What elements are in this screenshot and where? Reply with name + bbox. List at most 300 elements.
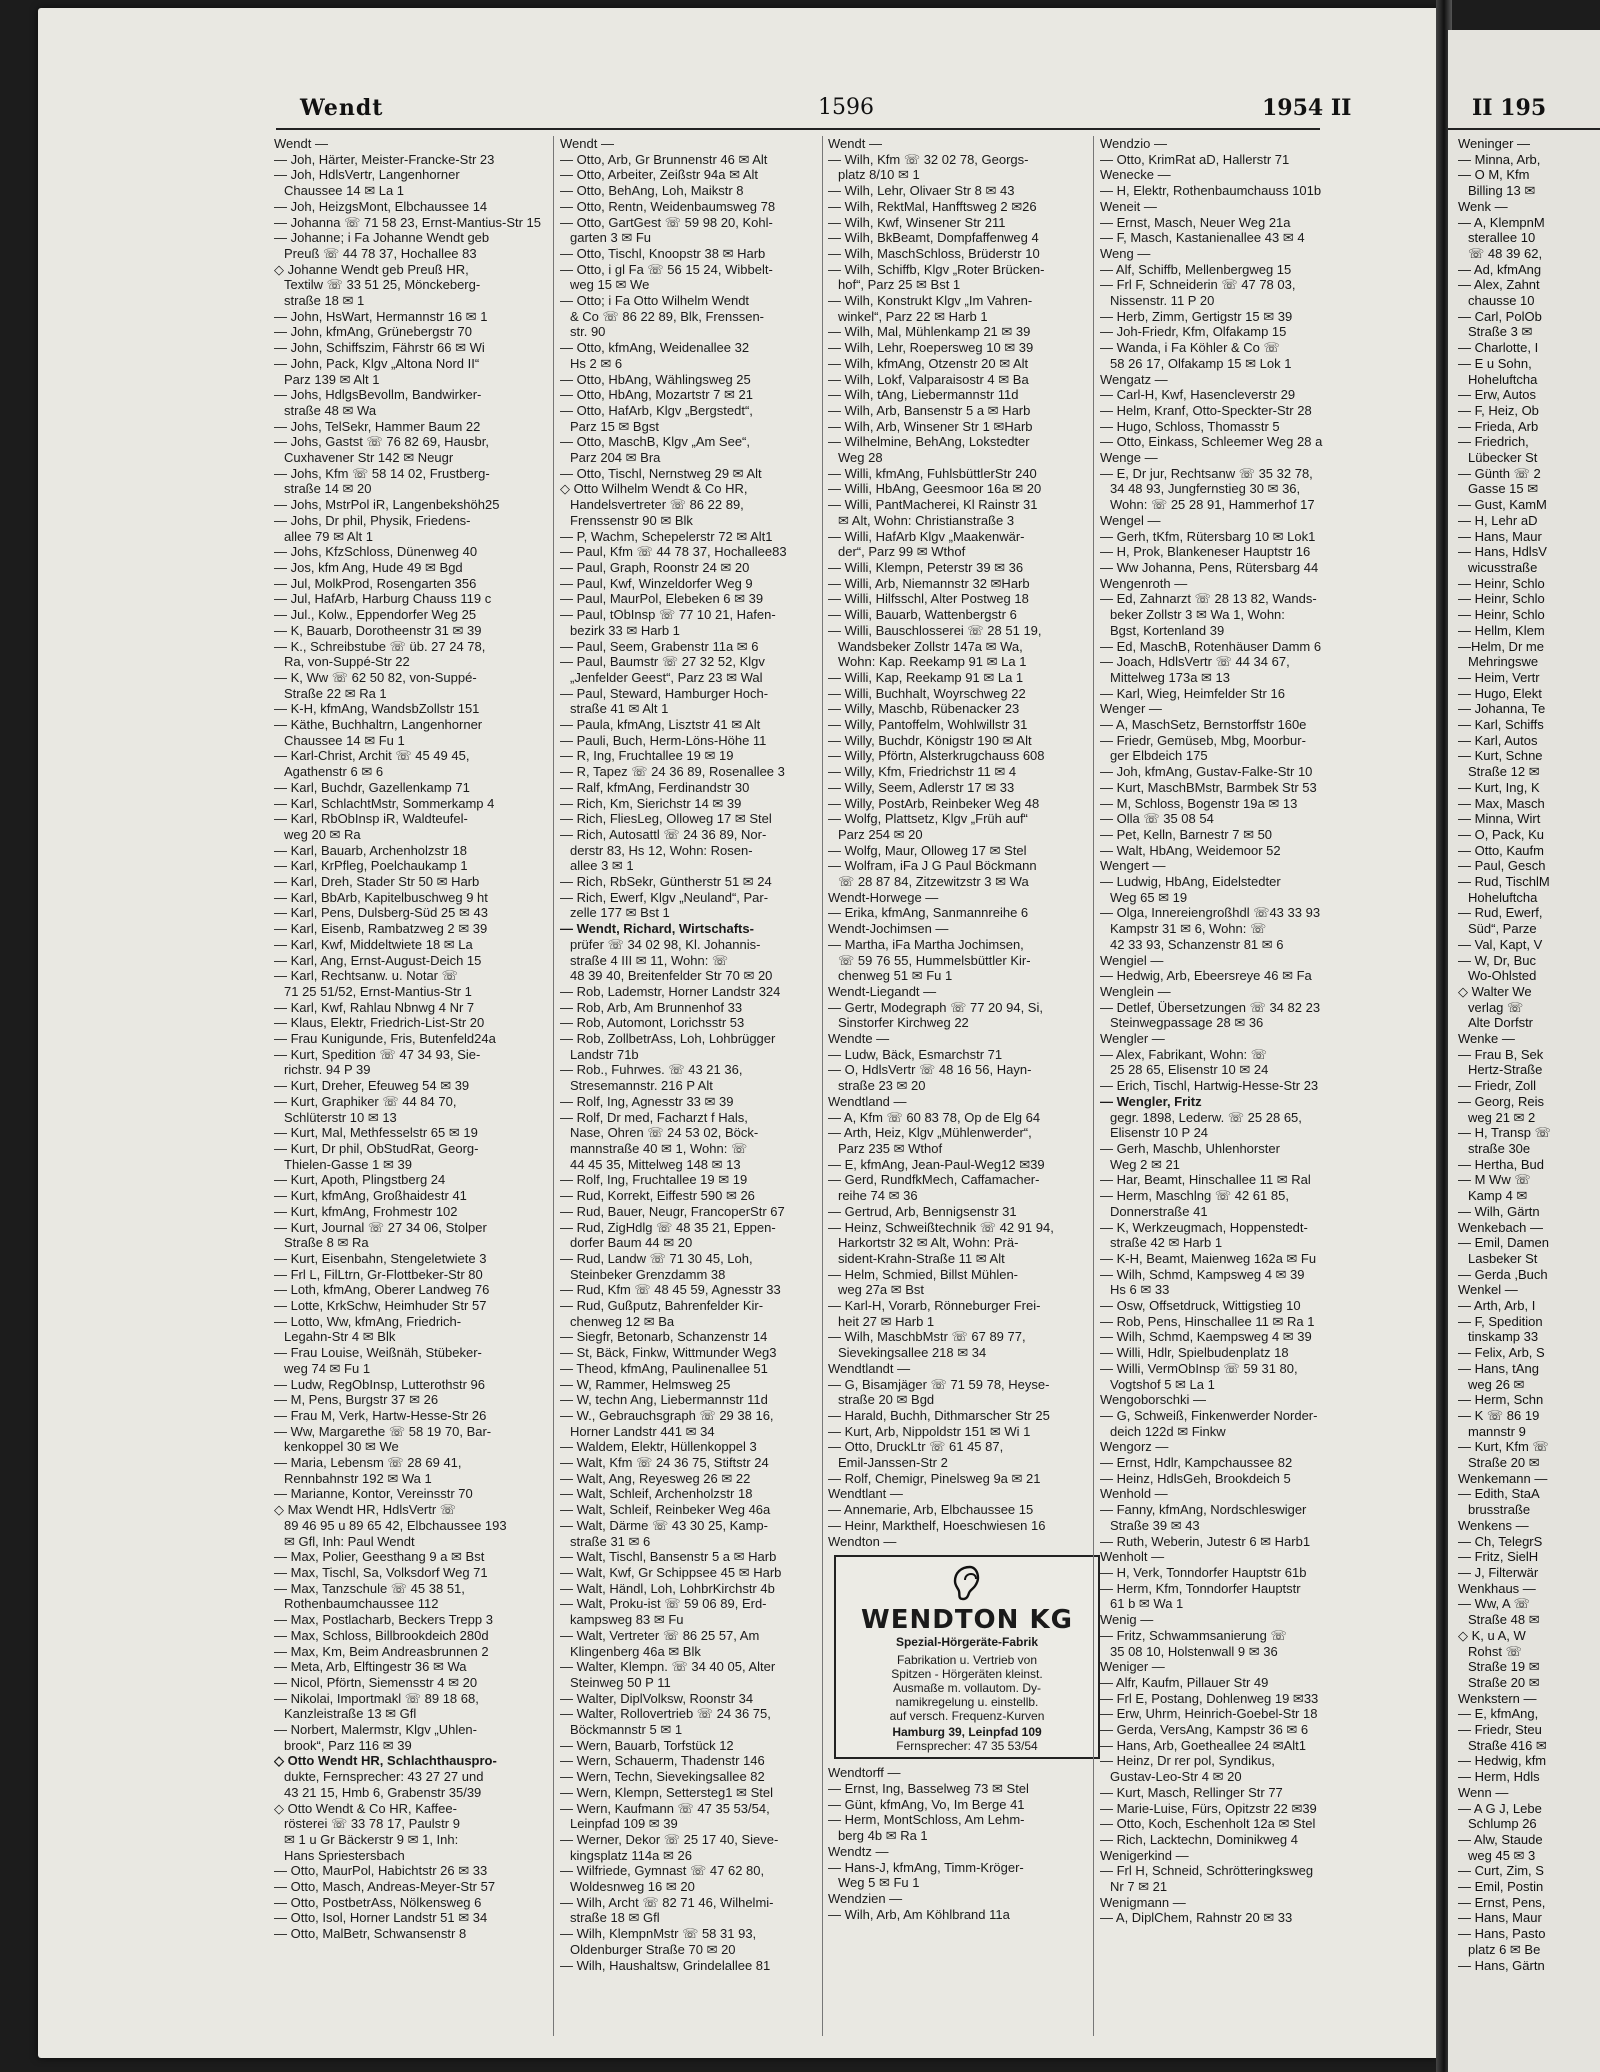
directory-entry: — Willy, Pförtn, Alsterkrugchauss 608 xyxy=(828,748,1045,764)
directory-entry: Stresemannstr. 216 P Alt xyxy=(570,1078,713,1094)
directory-entry: — Wendt, Richard, Wirtschafts- xyxy=(560,921,754,937)
next-page-entry: — Kurt, Ing, K xyxy=(1458,779,1540,795)
directory-entry: — Wilh, Kwf, Winsener Str 211 xyxy=(828,214,1006,230)
directory-entry: — Max, Km, Beim Andreasbrunnen 2 xyxy=(274,1643,489,1659)
directory-entry: — Karl, RbObInsp iR, Waldteufel- xyxy=(274,811,468,827)
directory-entry: straße 14 ✉ 20 xyxy=(284,481,372,497)
surname-heading: Wendtz — xyxy=(828,1843,889,1859)
directory-entry: Weg 2 ✉ 21 xyxy=(1110,1156,1180,1172)
directory-entry: — Gerda, VersAng, Kampstr 36 ✉ 6 xyxy=(1100,1722,1309,1738)
next-page-entry: — Hertha, Bud xyxy=(1458,1156,1544,1172)
next-page-entry: Süd“, Parze xyxy=(1468,921,1537,937)
directory-entry: — Karl, Buchdr, Gazellenkamp 71 xyxy=(274,779,470,795)
next-page-entry: — O, Pack, Ku xyxy=(1458,826,1544,842)
directory-entry: — Willy, Pantoffelm, Wohlwillstr 31 xyxy=(828,717,1028,733)
directory-entry: — H, Elektr, Rothenbaumchauss 101b xyxy=(1100,183,1322,199)
next-page-entry: — Paul, Gesch xyxy=(1458,858,1546,874)
directory-entry: sident-Krahn-Straße 11 ✉ Alt xyxy=(838,1250,1005,1266)
directory-entry: Oldenburger Straße 70 ✉ 20 xyxy=(570,1941,736,1957)
next-page-entry: — Friedr, Steu xyxy=(1458,1722,1542,1738)
directory-entry: — Maria, Lebensm ☏ 28 69 41, xyxy=(274,1455,462,1471)
directory-entry: — Willy, Seem, Adlerstr 17 ✉ 33 xyxy=(828,779,1015,795)
surname-heading: Wendton — xyxy=(828,1533,897,1549)
directory-entry: — Jul, HafArb, Harburg Chauss 119 c xyxy=(274,591,492,607)
directory-entry: straße 23 ✉ 20 xyxy=(838,1078,926,1094)
surname-heading: Wendt-Liegandt — xyxy=(828,983,937,999)
directory-entry: — Walt, Proku-ist ☏ 59 06 89, Erd- xyxy=(560,1596,767,1612)
next-page-entry: — Heinr, Schlo xyxy=(1458,607,1545,623)
directory-entry: Wohn: Kap. Reekamp 91 ✉ La 1 xyxy=(838,654,1027,670)
directory-entry: — Wilh, Arb, Winsener Str 1 ✉Harb xyxy=(828,418,1033,434)
surname-heading: Wengert — xyxy=(1100,858,1166,874)
directory-entry: — Günt, kfmAng, Vo, Im Berge 41 xyxy=(828,1796,1025,1812)
directory-entry: — Ww Johanna, Pens, Rütersbarg 44 xyxy=(1100,559,1319,575)
directory-entry: — Wolfg, Maur, Olloweg 17 ✉ Stel xyxy=(828,842,1027,858)
directory-entry: Kampstr 31 ✉ 6, Wohn: ☏ xyxy=(1110,921,1267,937)
directory-entry: Rennbahnstr 192 ✉ Wa 1 xyxy=(284,1470,432,1486)
directory-entry: — Rud, Korrekt, Eiffestr 590 ✉ 26 xyxy=(560,1188,755,1204)
directory-entry: — Har, Beamt, Hinschallee 11 ✉ Ral xyxy=(1100,1172,1311,1188)
directory-entry: Legahn-Str 4 ✉ Blk xyxy=(284,1329,396,1345)
directory-entry: ◇ Otto Wendt HR, Schlachthauspro- xyxy=(274,1753,497,1769)
directory-entry: — Ed, Zahnarzt ☏ 28 13 82, Wands- xyxy=(1100,591,1317,607)
directory-entry: — Otto, DruckLtr ☏ 61 45 87, xyxy=(828,1439,1004,1455)
directory-entry: garten 3 ✉ Fu xyxy=(570,230,651,246)
directory-entry: Hs 6 ✉ 33 xyxy=(1110,1282,1170,1298)
directory-entry: Wohn: ☏ 25 28 91, Hammerhof 17 xyxy=(1110,497,1315,513)
directory-entry: — Otto, Arbeiter, Zeißstr 94a ✉ Alt xyxy=(560,167,759,183)
next-page-entry: — Friedrich, xyxy=(1458,434,1529,450)
directory-entry: — Ernst, Hdlr, Kampchaussee 82 xyxy=(1100,1455,1293,1471)
directory-entry: Mittelweg 173a ✉ 13 xyxy=(1110,669,1231,685)
directory-entry: weg 74 ✉ Fu 1 xyxy=(284,1360,371,1376)
directory-entry: — Waldem, Elektr, Hüllenkoppel 3 xyxy=(560,1439,757,1455)
directory-entry: — Wolfram, iFa J G Paul Böckmann xyxy=(828,858,1037,874)
directory-entry: weg 20 ✉ Ra xyxy=(284,826,361,842)
directory-entry: — Otto, MalBetr, Schwansenstr 8 xyxy=(274,1926,467,1942)
surname-heading: Wenigmann — xyxy=(1100,1894,1186,1910)
directory-entry: — Frl F, Schneiderin ☏ 47 78 03, xyxy=(1100,277,1296,293)
directory-entry: — Ernst, Ing, Basselweg 73 ✉ Stel xyxy=(828,1780,1029,1796)
directory-entry: — Willi, HbAng, Geesmoor 16a ✉ 20 xyxy=(828,481,1042,497)
directory-entry: — A, DiplChem, Rahnstr 20 ✉ 33 xyxy=(1100,1910,1293,1926)
directory-entry: — Johs, TelSekr, Hammer Baum 22 xyxy=(274,418,481,434)
directory-entry: — W, Rammer, Helmsweg 25 xyxy=(560,1376,731,1392)
directory-entry: ger Elbdeich 175 xyxy=(1110,748,1208,764)
next-page-entry: Schlump 26 xyxy=(1468,1816,1537,1832)
directory-entry: — Wolfg, Plattsetz, Klgv „Früh auf“ xyxy=(828,811,1028,827)
directory-entry: Thielen-Gasse 1 ✉ 39 xyxy=(284,1156,412,1172)
surname-heading: Wengler — xyxy=(1100,1031,1165,1047)
directory-entry: — Rich, RbSekr, Güntherstr 51 ✉ 24 xyxy=(560,874,772,890)
ad-address: Hamburg 39, Leinpfad 109 xyxy=(892,1725,1042,1740)
directory-entry: — Rud, Kfm ☏ 48 45 59, Agnesstr 33 xyxy=(560,1282,781,1298)
next-page-entry: Weninger — xyxy=(1458,136,1531,151)
ad-text-line: auf versch. Frequenz-Kurven xyxy=(889,1709,1045,1724)
next-page-entry: — Ernst, Pens, xyxy=(1458,1894,1546,1910)
directory-column-1 xyxy=(274,136,552,2036)
directory-entry: — Otto, MaurPol, Habichtstr 26 ✉ 33 xyxy=(274,1863,488,1879)
directory-entry: — Gertrud, Arb, Bennigsenstr 31 xyxy=(828,1203,1017,1219)
surname-heading: Wendtland — xyxy=(828,1093,907,1109)
directory-entry: — Max, Tischl, Sa, Volksdorf Weg 71 xyxy=(274,1564,488,1580)
directory-entry: — Otto, kfmAng, Weidenallee 32 xyxy=(560,340,750,356)
directory-entry: Handelsvertreter ☏ 86 22 89, xyxy=(570,497,744,513)
directory-entry: Parz 139 ✉ Alt 1 xyxy=(284,371,380,387)
directory-entry: — Olla ☏ 35 08 54 xyxy=(1100,811,1214,827)
directory-entry: — Walt, Vertreter ☏ 86 25 57, Am xyxy=(560,1627,760,1643)
directory-entry: — Wilh, tAng, Liebermannstr 11d xyxy=(828,387,1019,403)
surname-heading: Wenigerkind — xyxy=(1100,1847,1189,1863)
surname-heading: Wenholt — xyxy=(1100,1549,1165,1565)
directory-entry: brook“, Parz 116 ✉ 39 xyxy=(284,1737,412,1753)
next-page-entry: Hoheluftcha xyxy=(1468,889,1538,905)
directory-entry: — P, Wachm, Schepelerstr 72 ✉ Alt1 xyxy=(560,528,773,544)
directory-entry: — A, MaschSetz, Bernstorffstr 160e xyxy=(1100,717,1307,733)
ad-text-line: Spitzen - Hörgeräten kleinst. xyxy=(891,1667,1043,1682)
directory-entry: — Erw, Uhrm, Heinrich-Goebel-Str 18 xyxy=(1100,1706,1318,1722)
directory-entry: — Johs, MstrPol iR, Langenbekshöh25 xyxy=(274,497,500,513)
directory-entry: — Willi, PantMacherei, Kl Rainstr 31 xyxy=(828,497,1038,513)
directory-entry: chenweg 51 ✉ Fu 1 xyxy=(838,968,953,984)
directory-entry: — Rob, Pens, Hinschallee 11 ✉ Ra 1 xyxy=(1100,1313,1315,1329)
directory-entry: Parz 204 ✉ Bra xyxy=(570,450,661,466)
surname-heading: Wendt-Jochimsen — xyxy=(828,921,949,937)
surname-heading: Wengorz — xyxy=(1100,1439,1169,1455)
directory-entry: — Heinr, Markthelf, Hoeschwiesen 16 xyxy=(828,1517,1046,1533)
directory-entry: — Wilh, MaschbMstr ☏ 67 89 77, xyxy=(828,1329,1026,1345)
directory-entry: Woldesnweg 16 ✉ 20 xyxy=(570,1879,695,1895)
next-page-entry: Gasse 15 ✉ xyxy=(1468,481,1539,497)
directory-entry: — Karl, Pens, Dulsberg-Süd 25 ✉ 43 xyxy=(274,905,488,921)
ad-phone: Fernsprecher: 47 35 53/54 xyxy=(896,1739,1038,1754)
next-page-entry: — Arth, Arb, I xyxy=(1458,1298,1536,1314)
directory-entry: — Kurt, Masch, Rellinger Str 77 xyxy=(1100,1784,1283,1800)
next-page-entry: — O M, Kfm xyxy=(1458,167,1530,183)
next-page-entry: — Charlotte, I xyxy=(1458,340,1539,356)
next-page-entry: ◇ K, u A, W xyxy=(1458,1627,1526,1643)
directory-entry: — Klaus, Elektr, Friedrich-List-Str 20 xyxy=(274,1015,485,1031)
directory-entry: 35 08 10, Holstenwall 9 ✉ 36 xyxy=(1110,1643,1278,1659)
directory-entry: — Kurt, Arb, Nippoldstr 151 ✉ Wi 1 xyxy=(828,1423,1031,1439)
directory-entry: Cuxhavener Str 142 ✉ Neugr xyxy=(284,450,454,466)
directory-entry: — Walter, Rollovertrieb ☏ 24 36 75, xyxy=(560,1706,771,1722)
next-page-entry: Hoheluftcha xyxy=(1468,371,1538,387)
next-page-entry: — Georg, Reis xyxy=(1458,1093,1544,1109)
directory-entry: — Rich, Km, Sierichstr 14 ✉ 39 xyxy=(560,795,742,811)
directory-entry: — Otto, Koch, Eschenholt 12a ✉ Stel xyxy=(1100,1816,1316,1832)
ear-logo-icon xyxy=(946,1563,988,1603)
directory-entry: — Martha, iFa Martha Jochimsen, xyxy=(828,936,1024,952)
directory-entry: — Johanna ☏ 71 58 23, Ernst-Mantius-Str 15 xyxy=(274,214,542,230)
directory-entry: — Marianne, Kontor, Vereinsstr 70 xyxy=(274,1486,473,1502)
surname-heading: Wengenroth — xyxy=(1100,575,1188,591)
next-page-entry: Wenkhaus — xyxy=(1458,1580,1536,1596)
next-page-entry: — A G J, Lebe xyxy=(1458,1800,1542,1816)
directory-entry: — Pet, Kelln, Barnestr 7 ✉ 50 xyxy=(1100,826,1273,842)
directory-entry: — John, Pack, Klgv „Altona Nord II“ xyxy=(274,355,480,371)
directory-entry: — Jos, kfm Ang, Hude 49 ✉ Bgd xyxy=(274,559,463,575)
directory-entry: — Wilh, Konstrukt Klgv „Im Vahren- xyxy=(828,293,1033,309)
directory-entry: — Gerh, Maschb, Uhlenhorster xyxy=(1100,1141,1280,1156)
directory-entry: Chaussee 14 ✉ Fu 1 xyxy=(284,732,405,748)
directory-entry: — Erika, kfmAng, Sanmannreihe 6 xyxy=(828,905,1029,921)
directory-entry: — K, Ww ☏ 62 50 82, von-Suppé- xyxy=(274,669,477,685)
next-page-entry: — Erw, Autos xyxy=(1458,387,1537,403)
directory-entry: 89 46 95 u 89 65 42, Elbchaussee 193 xyxy=(284,1517,507,1533)
next-page-entry: — Otto, Kaufm xyxy=(1458,842,1544,858)
next-page-entry: — J, Filterwär xyxy=(1458,1564,1539,1580)
directory-entry: — Karl, Rechtsanw. u. Notar ☏ xyxy=(274,968,458,984)
next-page-header: II 195 xyxy=(1472,95,1547,121)
directory-entry: — Otto, BehAng, Loh, Maikstr 8 xyxy=(560,183,744,199)
directory-entry: — Ralf, kfmAng, Ferdinandstr 30 xyxy=(560,779,750,795)
next-page-entry: — Emil, Postin xyxy=(1458,1879,1544,1895)
surname-heading: Wendt — xyxy=(560,136,614,151)
next-page-entry: Rohst ☏ xyxy=(1468,1643,1522,1659)
directory-entry: — Walt, Händl, Loh, LohbrKirchstr 4b xyxy=(560,1580,775,1596)
directory-entry: — Wilh, Arb, Am Köhlbrand 11a xyxy=(828,1906,1010,1922)
directory-entry: — Paul, Kfm ☏ 44 78 37, Hochallee83 xyxy=(560,544,787,560)
directory-entry: — Joh, Härter, Meister-Francke-Str 23 xyxy=(274,151,495,167)
directory-entry: — Wilh, Arb, Bansenstr 5 a ✉ Harb xyxy=(828,402,1031,418)
directory-entry: — Rolf, Ing, Agnesstr 33 ✉ 39 xyxy=(560,1093,734,1109)
directory-entry: — Meta, Arb, Elftingestr 36 ✉ Wa xyxy=(274,1659,467,1675)
surname-heading: Wendtlant — xyxy=(828,1486,903,1502)
directory-entry: — Olga, Innereiengroßhdl ☏43 33 93 xyxy=(1100,905,1321,921)
directory-entry: rösterei ☏ 33 78 17, Paulstr 9 xyxy=(284,1816,460,1832)
directory-entry: ◇ Otto Wendt & Co HR, Kaffee- xyxy=(274,1800,457,1816)
directory-entry: Parz 15 ✉ Bgst xyxy=(570,418,659,434)
directory-entry: Vogtshof 5 ✉ La 1 xyxy=(1110,1376,1215,1392)
directory-entry: — Ed, MaschB, Rotenhäuser Damm 6 xyxy=(1100,638,1322,654)
next-page-entry: platz 6 ✉ Be xyxy=(1468,1941,1541,1957)
next-page-entry: — E, kfmAng, xyxy=(1458,1706,1539,1722)
directory-entry: — Ernst, Masch, Neuer Weg 21a xyxy=(1100,214,1291,230)
directory-entry: Harkortstr 32 ✉ Alt, Wohn: Prä- xyxy=(838,1235,1019,1251)
directory-entry: richstr. 94 P 39 xyxy=(284,1062,371,1078)
next-page-entry: — A, KlempnM xyxy=(1458,214,1545,230)
directory-entry: weg 27a ✉ Bst xyxy=(838,1282,925,1298)
directory-entry: gegr. 1898, Lederw. ☏ 25 28 65, xyxy=(1110,1109,1302,1125)
directory-entry: — Herb, Zimm, Gertigstr 15 ✉ 39 xyxy=(1100,308,1293,324)
next-page-entry: —Helm, Dr me xyxy=(1458,638,1544,654)
directory-entry: Nr 7 ✉ 21 xyxy=(1110,1879,1168,1895)
next-page-entry: chausse 10 xyxy=(1468,293,1535,309)
ad-text-line: Fabrikation u. Vertrieb von xyxy=(896,1653,1038,1668)
directory-entry: 48 39 40, Breitenfelder Str 70 ✉ 20 xyxy=(570,968,773,984)
directory-entry: straße 18 ✉ 1 xyxy=(284,293,365,309)
directory-entry: chenweg 12 ✉ Ba xyxy=(570,1313,675,1329)
directory-entry: allee 79 ✉ Alt 1 xyxy=(284,528,373,544)
column-divider xyxy=(822,136,823,2036)
next-page-entry: Straße 20 ✉ xyxy=(1468,1674,1540,1690)
directory-entry: — Friedr, Gemüseb, Mbg, Moorbur- xyxy=(1100,732,1306,748)
directory-entry: — Hans, Arb, Goetheallee 24 ✉Alt1 xyxy=(1100,1737,1307,1753)
directory-entry: — Kurt, kfmAng, Großhaidestr 41 xyxy=(274,1188,467,1204)
directory-entry: — Willi, Bauarb, Wattenbergstr 6 xyxy=(828,607,1017,623)
directory-entry: — Johanne; i Fa Johanne Wendt geb xyxy=(274,230,490,246)
directory-entry: dorfer Baum 44 ✉ 20 xyxy=(570,1235,693,1251)
directory-entry: Parz 254 ✉ 20 xyxy=(838,826,923,842)
directory-entry: — Otto, Tischl, Knoopstr 38 ✉ Harb xyxy=(560,245,766,261)
directory-entry: allee 3 ✉ 1 xyxy=(570,858,634,874)
directory-entry: Steinweg 50 P 11 xyxy=(570,1674,671,1690)
directory-entry: — Willi, Hdlr, Spielbudenplatz 18 xyxy=(1100,1345,1289,1361)
directory-entry: — Joh, HeizgsMont, Elbchaussee 14 xyxy=(274,198,488,214)
ad-text-line: namikregelung u. einstellb. xyxy=(895,1695,1039,1710)
directory-entry: — Paul, MaurPol, Elebeken 6 ✉ 39 xyxy=(560,591,764,607)
next-page-entry: tinskamp 33 xyxy=(1468,1329,1539,1345)
next-page-entry: — Ww, A ☏ xyxy=(1458,1596,1530,1612)
directory-entry: — Otto, KrimRat aD, Hallerstr 71 xyxy=(1100,151,1290,167)
directory-entry: zelle 177 ✉ Bst 1 xyxy=(570,905,670,921)
next-page-entry: — Herm, Hdls xyxy=(1458,1769,1540,1785)
directory-entry: — Nikolai, Importmakl ☏ 89 18 68, xyxy=(274,1690,479,1706)
directory-entry: — Willy, Maschb, Rübenacker 23 xyxy=(828,701,1020,717)
directory-entry: — Willi, Bauschlosserei ☏ 28 51 19, xyxy=(828,622,1042,638)
directory-entry: — Willy, Buchdr, Königstr 190 ✉ Alt xyxy=(828,732,1032,748)
directory-entry: ✉ Alt, Wohn: Christianstraße 3 xyxy=(838,512,1015,528)
directory-entry: — Marie-Luise, Fürs, Opitzstr 22 ✉39 xyxy=(1100,1800,1317,1816)
directory-entry: — Paul, tObInsp ☏ 77 10 21, Hafen- xyxy=(560,607,776,623)
directory-entry: straße 48 ✉ Wa xyxy=(284,402,377,418)
next-page-entry: — Johanna, Te xyxy=(1458,701,1546,717)
directory-entry: — Wilh, Schmd, Kampsweg 4 ✉ 39 xyxy=(1100,1266,1305,1282)
directory-entry: ◇ Otto Wilhelm Wendt & Co HR, xyxy=(560,481,748,497)
directory-entry: Frenssenstr 90 ✉ Blk xyxy=(570,512,693,528)
directory-entry: mannstraße 40 ✉ 1, Wohn: ☏ xyxy=(570,1141,748,1156)
next-page-entry: Wenkstern — xyxy=(1458,1690,1537,1706)
directory-entry: — Kurt, Dr phil, ObStudRat, Georg- xyxy=(274,1141,479,1156)
directory-entry: Straße 8 ✉ Ra xyxy=(284,1235,369,1251)
next-page-entry: Wenkebach — xyxy=(1458,1219,1544,1235)
directory-entry: — Walt, Tischl, Bansenstr 5 a ✉ Harb xyxy=(560,1549,777,1565)
directory-entry: — Alfr, Kaufm, Pillauer Str 49 xyxy=(1100,1674,1269,1690)
next-page-entry: Mehringswe xyxy=(1468,654,1539,670)
directory-entry: Horner Landstr 441 ✉ 34 xyxy=(570,1423,715,1439)
directory-entry: — Erich, Tischl, Hartwig-Hesse-Str 23 xyxy=(1100,1078,1319,1094)
directory-entry: — Kurt, Dreher, Efeuweg 54 ✉ 39 xyxy=(274,1078,470,1094)
directory-entry: — Willi, VermObInsp ☏ 59 31 80, xyxy=(1100,1360,1298,1376)
next-page-entry: ☏ 48 39 62, xyxy=(1468,245,1543,261)
directory-entry: — Frau M, Verk, Hartw-Hesse-Str 26 xyxy=(274,1407,487,1423)
next-page-entry: Straße 416 ✉ xyxy=(1468,1737,1547,1753)
directory-entry: straße 20 ✉ Bgd xyxy=(838,1392,935,1408)
directory-entry: — Kurt, Graphiker ☏ 44 84 70, xyxy=(274,1093,457,1109)
next-page-entry: — Alex, Zahnt xyxy=(1458,277,1540,293)
directory-entry: straße 18 ✉ Gfl xyxy=(570,1910,660,1926)
next-page-entry: — Karl, Autos xyxy=(1458,732,1538,748)
directory-entry: — Wilfriede, Gymnast ☏ 47 62 80, xyxy=(560,1863,765,1879)
directory-entry: — F, Masch, Kastanienallee 43 ✉ 4 xyxy=(1100,230,1305,246)
directory-entry: — Annemarie, Arb, Elbchaussee 15 xyxy=(828,1502,1034,1518)
directory-entry: — Willi, HafArb Klgv „Maakenwär- xyxy=(828,528,1025,544)
next-page-entry: — Max, Masch xyxy=(1458,795,1545,811)
directory-column-4 xyxy=(1100,136,1378,2036)
next-page-entry: wicusstraße xyxy=(1468,559,1538,575)
directory-entry: — Wern, Schauerm, Thadenstr 146 xyxy=(560,1753,765,1769)
directory-entry: — Paul, Baumstr ☏ 27 32 52, Klgv xyxy=(560,654,765,670)
next-page-entry: — Hans, tAng xyxy=(1458,1360,1539,1376)
directory-entry: — Loth, kfmAng, Oberer Landweg 76 xyxy=(274,1282,490,1298)
directory-entry: — Frau Louise, Weißnäh, Stübeker- xyxy=(274,1345,482,1361)
directory-entry: Agathenstr 6 ✉ 6 xyxy=(284,764,384,780)
next-page-entry: — Gerda ,Buch xyxy=(1458,1266,1548,1282)
directory-entry: — Willi, Klempn, Peterstr 39 ✉ 36 xyxy=(828,559,1024,575)
surname-heading: Wenig — xyxy=(1100,1612,1154,1628)
next-page-entry: ◇ Walter We xyxy=(1458,983,1532,999)
directory-entry: ☏ 28 87 84, Zitzewitzstr 3 ✉ Wa xyxy=(838,874,1029,890)
next-page-entry: Wenk — xyxy=(1458,198,1508,214)
next-page-entry: — Heinr, Schlo xyxy=(1458,591,1545,607)
next-page-entry: Alte Dorfstr xyxy=(1468,1015,1534,1031)
directory-entry: kampsweg 83 ✉ Fu xyxy=(570,1612,684,1628)
directory-entry: — Ludwig, HbAng, Eidelstedter xyxy=(1100,874,1281,890)
surname-heading: Wengel — xyxy=(1100,512,1161,528)
directory-entry: — Otto, PostbetrAss, Nölkensweg 6 xyxy=(274,1894,482,1910)
directory-entry: — K, Werkzeugmach, Hoppenstedt- xyxy=(1100,1219,1308,1235)
directory-entry: — Werner, Dekor ☏ 25 17 40, Sieve- xyxy=(560,1831,779,1847)
directory-entry: — Joh, HdlsVertr, Langenhorner xyxy=(274,167,460,183)
directory-entry: Emil-Janssen-Str 2 xyxy=(838,1455,948,1471)
directory-entry: — Max, Tanzschule ☏ 45 38 51, xyxy=(274,1580,465,1596)
directory-entry: 58 26 17, Olfakamp 15 ✉ Lok 1 xyxy=(1110,355,1292,371)
surname-heading: Wendt — xyxy=(274,136,328,151)
directory-entry: Landstr 71b xyxy=(570,1046,639,1062)
directory-entry: ◇ Max Wendt HR, HdlsVertr ☏ xyxy=(274,1502,457,1518)
next-page-entry: weg 26 ✉ xyxy=(1468,1376,1525,1392)
directory-entry: — Arth, Heiz, Klgv „Mühlenwerder“, xyxy=(828,1125,1032,1141)
next-page-entry: — Felix, Arb, S xyxy=(1458,1345,1545,1361)
directory-entry: — Johs, KfzSchloss, Dünenweg 40 xyxy=(274,544,478,560)
surname-heading: Wendtlandt — xyxy=(828,1360,911,1376)
directory-entry: — Willy, Kfm, Friedrichstr 11 ✉ 4 xyxy=(828,764,1017,780)
directory-entry: 25 28 65, Elisenstr 10 ✉ 24 xyxy=(1110,1062,1269,1078)
directory-entry: bezirk 33 ✉ Harb 1 xyxy=(570,622,680,638)
directory-entry: — Joh, kfmAng, Gustav-Falke-Str 10 xyxy=(1100,764,1313,780)
directory-entry: Weg 5 ✉ Fu 1 xyxy=(838,1875,920,1891)
directory-entry: — Alf, Schiffb, Mellenbergweg 15 xyxy=(1100,261,1292,277)
directory-entry: Parz 235 ✉ Wthof xyxy=(838,1141,943,1156)
next-page-entry: — Ad, kfmAng xyxy=(1458,261,1542,277)
next-page-entry: — Edith, StaA xyxy=(1458,1486,1540,1502)
surname-heading: Wendt — xyxy=(828,136,882,151)
directory-entry: Rothenbaumchaussee 112 xyxy=(284,1596,439,1612)
next-page-column xyxy=(1458,136,1600,1973)
directory-entry: beker Zollstr 3 ✉ Wa 1, Wohn: xyxy=(1110,607,1285,623)
directory-entry: — Carl-H, Kwf, Hasencleverstr 29 xyxy=(1100,387,1296,403)
surname-heading: Weneit — xyxy=(1100,198,1157,214)
directory-entry: — K-H, Beamt, Maienweg 162a ✉ Fu xyxy=(1100,1250,1317,1266)
directory-entry: Straße 39 ✉ 43 xyxy=(1110,1517,1200,1533)
directory-entry: — W., Gebrauchsgraph ☏ 29 38 16, xyxy=(560,1407,774,1423)
directory-entry: Donnerstraße 41 xyxy=(1110,1203,1208,1219)
next-page-entry: weg 21 ✉ 2 xyxy=(1468,1109,1536,1125)
directory-entry: — Rich, Lacktechn, Dominikweg 4 xyxy=(1100,1831,1298,1847)
next-page-entry: — Minna, Wirt xyxy=(1458,811,1541,827)
directory-entry: — Fritz, Schwammsanierung ☏ xyxy=(1100,1627,1287,1643)
next-page-entry: Hertz-Straße xyxy=(1468,1062,1543,1078)
directory-entry: — Walt, HbAng, Weidemoor 52 xyxy=(1100,842,1281,858)
directory-entry: — John, kfmAng, Grünebergstr 70 xyxy=(274,324,472,340)
directory-entry: — Johs, Gastst ☏ 76 82 69, Hausbr, xyxy=(274,434,489,450)
directory-entry: Weg 28 xyxy=(838,450,883,466)
directory-entry: — Jul, MolkProd, Rosengarten 356 xyxy=(274,575,477,591)
directory-entry: — Rob, Lademstr, Horner Landstr 324 xyxy=(560,983,781,999)
directory-entry: — Walt, Därme ☏ 43 30 25, Kamp- xyxy=(560,1517,768,1533)
directory-entry: — John, Schiffszim, Fährstr 66 ✉ Wi xyxy=(274,340,485,356)
